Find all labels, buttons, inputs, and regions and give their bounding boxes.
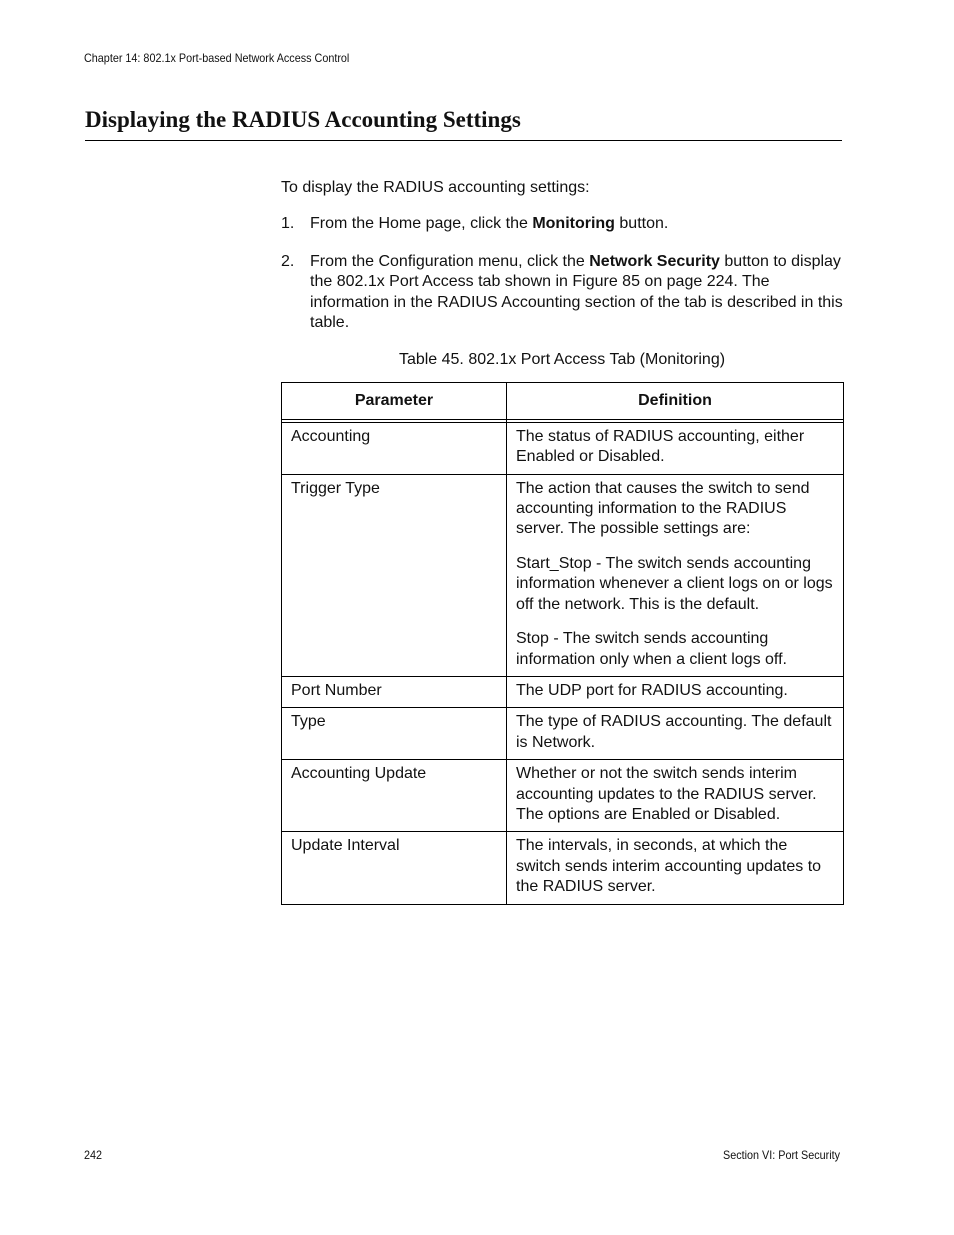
step-item [281, 252, 843, 334]
parameter-cell: Trigger Type [282, 474, 507, 676]
step-text-pre: From the Configuration menu, click the [310, 252, 590, 270]
step-bold-term: Monitoring [532, 215, 615, 233]
definition-cell: The action that causes the switch to send accounting information to the RADIUS server. The possible settings are: Start_Stop - The switch sends accounting information whenever a client logs on or logs off the network. This is the default. Stop - The switch sends accounting information only when a client logs off. [507, 474, 844, 676]
body-content [281, 178, 843, 905]
parameter-cell: Update Interval [282, 832, 507, 904]
section-title: Displaying the RADIUS Accounting Settings [85, 107, 521, 132]
parameter-cell: Type [282, 708, 507, 760]
table-caption: Table 45. 802.1x Port Access Tab (Monitoring) [398, 351, 726, 369]
definition-cell: The intervals, in seconds, at which the switch sends interim accounting updates to the RADIUS server. [507, 832, 844, 904]
table-row [282, 422, 844, 474]
step-text-post: button. [614, 215, 669, 233]
definition-cell: Whether or not the switch sends interim accounting updates to the RADIUS server. The options are Enabled or Disabled. [507, 760, 844, 832]
parameter-cell: Accounting Update [282, 760, 507, 832]
table-row [282, 676, 844, 707]
step-item [281, 214, 843, 234]
step-bold-term: Network Security [589, 252, 720, 270]
page-number: 242 [84, 1148, 103, 1162]
step-number: 1. [281, 215, 295, 233]
definition-cell: The type of RADIUS accounting. The default is Network. [507, 708, 844, 760]
step-text-pre: From the Home page, click the [310, 215, 533, 233]
table-row [282, 832, 844, 904]
step-number: 2. [281, 252, 295, 270]
definition-cell: The status of RADIUS accounting, either Enabled or Disabled. [507, 422, 844, 474]
header-parameter: Parameter [282, 382, 507, 419]
definition-cell: The UDP port for RADIUS accounting. [507, 676, 844, 707]
parameters-table [281, 382, 844, 905]
parameter-cell: Accounting [282, 422, 507, 474]
title-rule [85, 140, 842, 141]
parameter-cell: Port Number [282, 676, 507, 707]
table-row [282, 474, 844, 676]
intro-text: To display the RADIUS accounting settings: [281, 179, 590, 196]
steps-list [281, 214, 843, 333]
table-row [282, 708, 844, 760]
step-text-post: button to display the 802.1x Port Access tab shown in Figure 85 on page 224. The information in the RADIUS Accounting section of the tab is described in this table. [310, 252, 843, 332]
table-row [282, 760, 844, 832]
header-definition: Definition [507, 382, 844, 419]
running-head: Chapter 14: 802.1x Port-based Network Access Control [84, 51, 350, 65]
footer-section: Section VI: Port Security [722, 1148, 840, 1162]
table-header-row [282, 382, 844, 419]
